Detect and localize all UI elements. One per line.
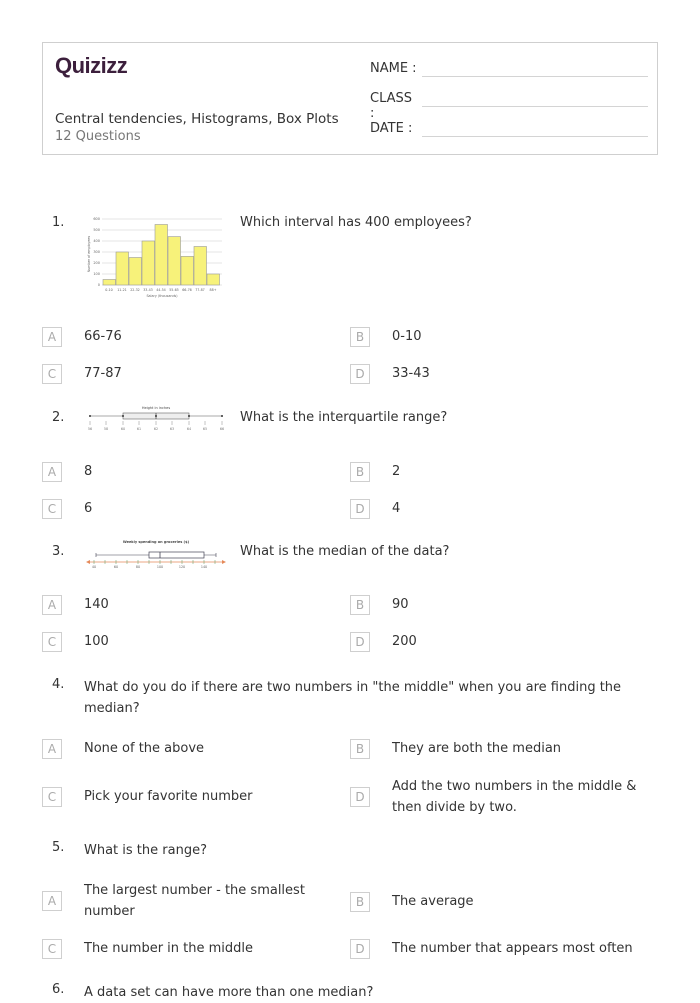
question-text: What is the range? — [84, 843, 207, 858]
option-c[interactable]: C 6 — [42, 498, 92, 519]
svg-text:40: 40 — [91, 565, 97, 569]
svg-text:11-21: 11-21 — [117, 288, 127, 292]
svg-text:Height in inches: Height in inches — [141, 406, 171, 410]
svg-text:65: 65 — [202, 427, 208, 431]
svg-text:56: 56 — [87, 427, 93, 431]
quizizz-logo: Quizizz — [55, 53, 128, 78]
box-plot-groceries-figure — [84, 538, 229, 570]
date-field[interactable]: DATE : — [370, 121, 648, 137]
option-c[interactable]: C 100 — [42, 631, 109, 652]
class-line[interactable] — [422, 91, 648, 107]
option-c[interactable]: C 77-87 — [42, 363, 122, 384]
svg-text:64: 64 — [186, 427, 192, 431]
option-a[interactable]: A 66-76 — [42, 326, 122, 347]
name-field[interactable]: NAME : — [370, 61, 648, 77]
option-a[interactable]: A The largest number - the smallest number — [42, 880, 332, 922]
option-c[interactable]: C The number in the middle — [42, 938, 253, 959]
option-a[interactable]: A None of the above — [42, 738, 204, 759]
svg-text:100: 100 — [156, 565, 164, 569]
svg-text:33-43: 33-43 — [143, 288, 153, 292]
question-text: What is the interquartile range? — [240, 410, 448, 425]
name-line[interactable] — [422, 61, 648, 77]
svg-text:22-32: 22-32 — [130, 288, 140, 292]
svg-text:44-54: 44-54 — [156, 288, 166, 292]
svg-text:61: 61 — [136, 427, 142, 431]
svg-text:200: 200 — [93, 261, 100, 265]
option-b[interactable]: B They are both the median — [350, 738, 561, 759]
question-text: A data set can have more than one median? — [84, 985, 374, 1000]
svg-text:400: 400 — [93, 239, 100, 243]
svg-text:0: 0 — [97, 283, 100, 287]
option-d[interactable]: D 33-43 — [350, 363, 430, 384]
question-count: 12 Questions — [55, 129, 141, 144]
svg-text:55-65: 55-65 — [169, 288, 179, 292]
option-b[interactable]: B 0-10 — [350, 326, 422, 347]
option-d[interactable]: D 200 — [350, 631, 417, 652]
option-d[interactable]: D 4 — [350, 498, 400, 519]
option-a[interactable]: A 8 — [42, 461, 92, 482]
worksheet-title: Central tendencies, Histograms, Box Plots — [55, 111, 339, 127]
option-d[interactable]: D The number that appears most often — [350, 938, 633, 959]
date-line[interactable] — [422, 121, 648, 137]
option-a[interactable]: A 140 — [42, 594, 109, 615]
svg-text:63: 63 — [169, 427, 175, 431]
svg-text:58: 58 — [103, 427, 109, 431]
question-text: What do you do if there are two numbers in "the middle" when you are finding the median? — [84, 680, 622, 716]
worksheet-header — [42, 42, 658, 155]
option-d[interactable]: D Add the two numbers in the middle & then divide by two. — [350, 776, 640, 818]
svg-text:60: 60 — [113, 565, 119, 569]
question-text: What is the median of the data? — [240, 544, 450, 559]
svg-text:Salary (thousands): Salary (thousands) — [146, 294, 178, 298]
svg-text:60: 60 — [120, 427, 126, 431]
histogram-figure — [84, 214, 226, 300]
svg-text:100: 100 — [93, 272, 100, 276]
svg-text:140: 140 — [200, 565, 208, 569]
svg-text:500: 500 — [93, 228, 100, 232]
option-b[interactable]: B 90 — [350, 594, 409, 615]
svg-text:80: 80 — [135, 565, 141, 569]
svg-text:62: 62 — [153, 427, 159, 431]
svg-text:77-87: 77-87 — [195, 288, 205, 292]
box-plot-height-figure — [84, 404, 229, 434]
svg-text:Number of employees: Number of employees — [87, 235, 91, 273]
svg-text:300: 300 — [93, 250, 100, 254]
svg-text:66: 66 — [219, 427, 225, 431]
svg-text:66-76: 66-76 — [182, 288, 192, 292]
question-text: Which interval has 400 employees? — [240, 215, 472, 230]
svg-text:120: 120 — [178, 565, 186, 569]
svg-text:Weekly spending on groceries (: Weekly spending on groceries ($) — [122, 540, 190, 544]
option-b[interactable]: B The average — [350, 891, 474, 912]
option-c[interactable]: C Pick your favorite number — [42, 786, 252, 807]
svg-text:600: 600 — [93, 217, 100, 221]
svg-text:0-10: 0-10 — [105, 288, 113, 292]
option-b[interactable]: B 2 — [350, 461, 400, 482]
class-field[interactable]: CLASS : — [370, 91, 648, 121]
svg-text:88+: 88+ — [209, 288, 217, 292]
